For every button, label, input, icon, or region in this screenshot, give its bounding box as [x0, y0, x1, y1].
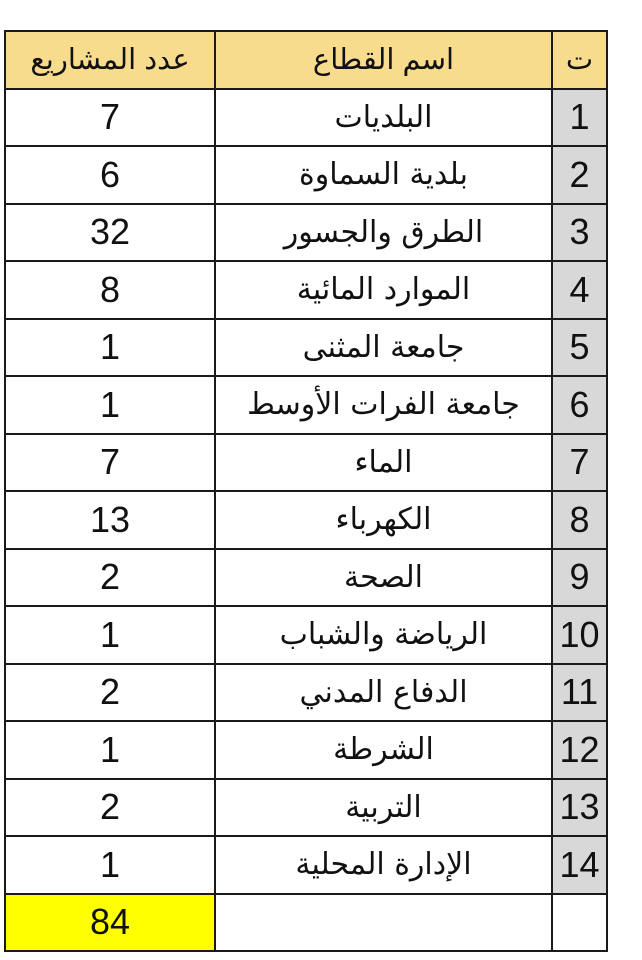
row-projects-cell[interactable]: 8: [5, 261, 215, 319]
total-sector-cell[interactable]: [215, 894, 552, 952]
row-projects-cell[interactable]: 6: [5, 146, 215, 204]
row-number-cell[interactable]: 10: [552, 606, 607, 664]
row-projects-cell[interactable]: 7: [5, 434, 215, 492]
table-row: [5, 261, 607, 319]
row-projects-cell[interactable]: 2: [5, 779, 215, 837]
row-projects-cell[interactable]: 32: [5, 204, 215, 262]
table-row: [5, 779, 607, 837]
projects-table: [4, 30, 608, 952]
table-row: [5, 319, 607, 377]
row-number-cell[interactable]: 1: [552, 89, 607, 147]
header-number[interactable]: ت: [552, 31, 607, 89]
table-row: [5, 549, 607, 607]
total-projects-cell[interactable]: 84: [5, 894, 215, 952]
row-number-cell[interactable]: 9: [552, 549, 607, 607]
row-projects-cell[interactable]: 1: [5, 319, 215, 377]
header-sector[interactable]: اسم القطاع: [215, 31, 552, 89]
total-number-cell[interactable]: [552, 894, 607, 952]
row-sector-cell[interactable]: البلديات: [215, 89, 552, 147]
row-number-cell[interactable]: 13: [552, 779, 607, 837]
row-sector-cell[interactable]: الشرطة: [215, 721, 552, 779]
table-row: [5, 89, 607, 147]
row-sector-cell[interactable]: الماء: [215, 434, 552, 492]
row-projects-cell[interactable]: 1: [5, 721, 215, 779]
row-number-cell[interactable]: 2: [552, 146, 607, 204]
row-sector-cell[interactable]: الكهرباء: [215, 491, 552, 549]
table-row: [5, 204, 607, 262]
table-row: [5, 721, 607, 779]
table-row: [5, 836, 607, 894]
table-row: [5, 376, 607, 434]
row-sector-cell[interactable]: الطرق والجسور: [215, 204, 552, 262]
row-projects-cell[interactable]: 1: [5, 836, 215, 894]
row-sector-cell[interactable]: الإدارة المحلية: [215, 836, 552, 894]
row-sector-cell[interactable]: الدفاع المدني: [215, 664, 552, 722]
row-number-cell[interactable]: 5: [552, 319, 607, 377]
header-row: [5, 31, 607, 89]
row-number-cell[interactable]: 3: [552, 204, 607, 262]
row-number-cell[interactable]: 12: [552, 721, 607, 779]
row-sector-cell[interactable]: الموارد المائية: [215, 261, 552, 319]
row-number-cell[interactable]: 11: [552, 664, 607, 722]
table-row: [5, 146, 607, 204]
row-sector-cell[interactable]: الرياضة والشباب: [215, 606, 552, 664]
row-number-cell[interactable]: 14: [552, 836, 607, 894]
table-row: [5, 606, 607, 664]
row-sector-cell[interactable]: بلدية السماوة: [215, 146, 552, 204]
row-projects-cell[interactable]: 1: [5, 376, 215, 434]
table-row: [5, 434, 607, 492]
row-sector-cell[interactable]: جامعة المثنى: [215, 319, 552, 377]
row-number-cell[interactable]: 7: [552, 434, 607, 492]
row-projects-cell[interactable]: 1: [5, 606, 215, 664]
row-projects-cell[interactable]: 2: [5, 664, 215, 722]
total-row: [5, 894, 607, 952]
row-sector-cell[interactable]: جامعة الفرات الأوسط: [215, 376, 552, 434]
row-sector-cell[interactable]: التربية: [215, 779, 552, 837]
row-projects-cell[interactable]: 7: [5, 89, 215, 147]
row-number-cell[interactable]: 6: [552, 376, 607, 434]
row-sector-cell[interactable]: الصحة: [215, 549, 552, 607]
row-number-cell[interactable]: 8: [552, 491, 607, 549]
row-projects-cell[interactable]: 13: [5, 491, 215, 549]
row-projects-cell[interactable]: 2: [5, 549, 215, 607]
table-row: [5, 664, 607, 722]
row-number-cell[interactable]: 4: [552, 261, 607, 319]
table-row: [5, 491, 607, 549]
header-projects[interactable]: عدد المشاريع: [5, 31, 215, 89]
